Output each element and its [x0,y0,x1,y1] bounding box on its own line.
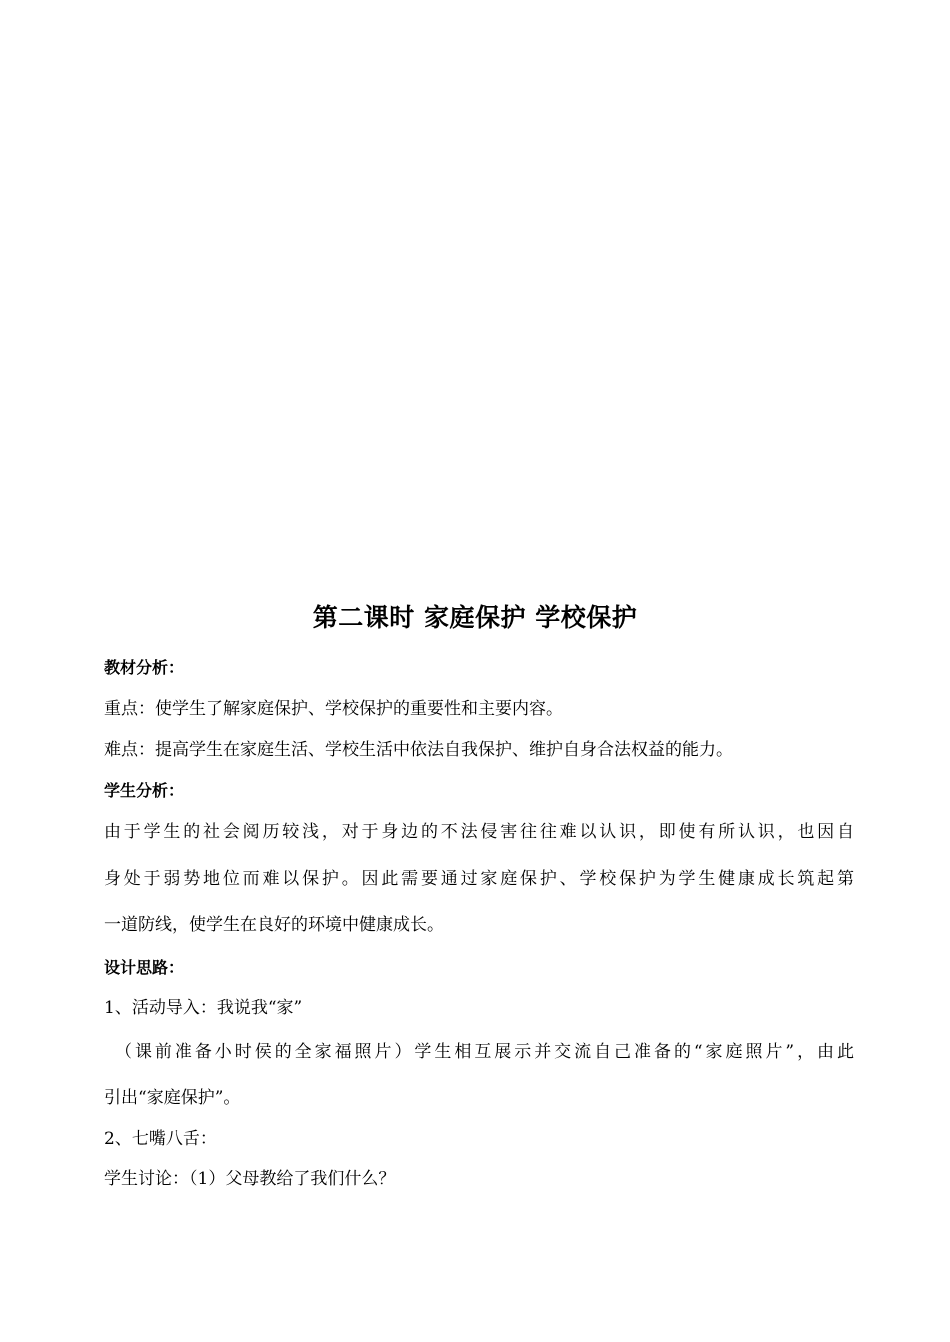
student-analysis-line: 身处于弱势地位而难以保护。因此需要通过家庭保护、学校保护为学生健康成长筑起第 [104,869,854,889]
material-analysis-heading: 教材分析： [104,658,185,677]
lesson-title: 第二课时 家庭保护 学校保护 [312,603,638,632]
step1-title: 1、活动导入：我说我“家” [104,998,303,1018]
student-analysis-line: 一道防线，使学生在良好的环境中健康成长。 [104,915,444,935]
step1-description-line: （课前准备小时侯的全家福照片）学生相互展示并交流自己准备的“家庭照片”，由此 [115,1042,854,1062]
student-analysis-heading: 学生分析： [104,781,185,800]
difficult-point-text: 难点：提高学生在家庭生活、学校生活中依法自我保护、维护自身合法权益的能力。 [104,740,733,760]
design-heading: 设计思路： [104,958,185,977]
step1-description-line: 引出“家庭保护”。 [104,1088,241,1108]
step2-discussion-text: 学生讨论：（1）父母教给了我们什么？ [104,1169,396,1189]
step2-title: 2、七嘴八舌： [104,1129,217,1149]
key-point-text: 重点：使学生了解家庭保护、学校保护的重要性和主要内容。 [104,699,563,719]
student-analysis-line: 由于学生的社会阅历较浅，对于身边的不法侵害往往难以认识，即使有所认识，也因自 [104,822,854,842]
